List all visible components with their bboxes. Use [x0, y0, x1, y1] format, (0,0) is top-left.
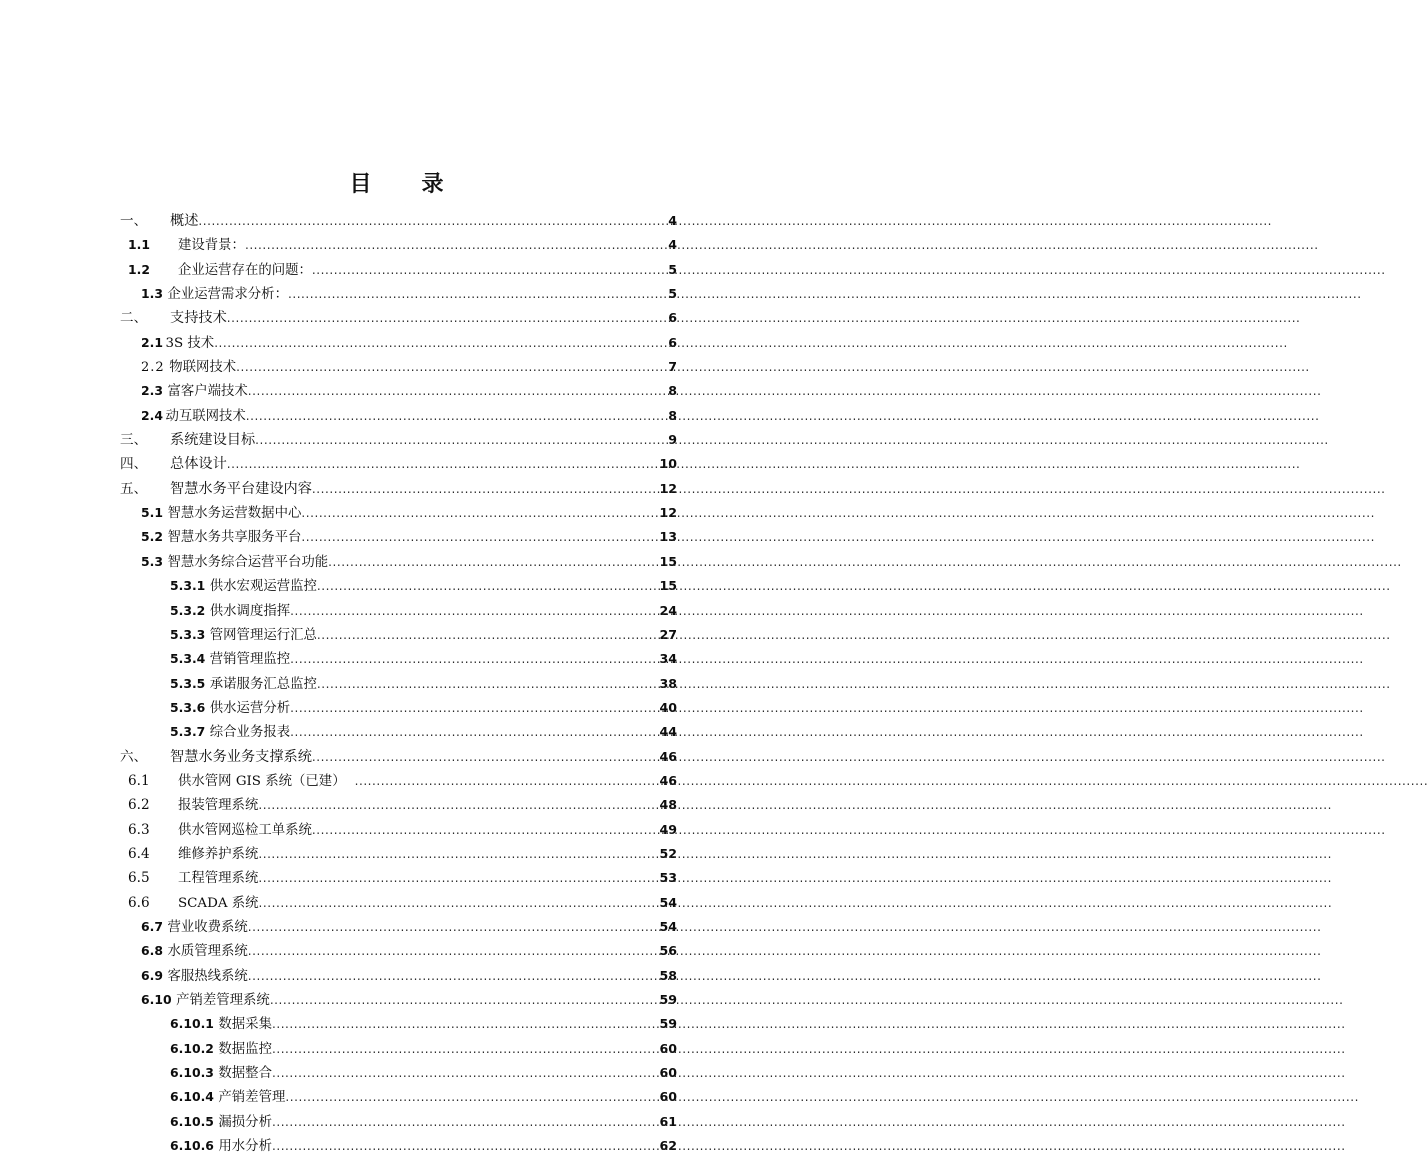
- table-of-contents-list: [0, 209, 793, 1158]
- toc-entry[interactable]: [0, 355, 793, 379]
- toc-entry[interactable]: [0, 1110, 793, 1134]
- toc-entry[interactable]: [0, 988, 793, 1012]
- toc-entry-page-number: 52: [659, 845, 677, 861]
- toc-entry[interactable]: [0, 404, 793, 428]
- toc-entry-head: [170, 672, 317, 697]
- toc-entry-head: [141, 525, 301, 550]
- toc-entry[interactable]: [0, 842, 793, 866]
- toc-entry-page-number: 48: [659, 797, 677, 813]
- toc-entry[interactable]: [0, 331, 793, 355]
- toc-entry-page-number: 7: [668, 359, 677, 375]
- dot-leader: [290, 599, 659, 612]
- toc-entry[interactable]: [0, 428, 793, 452]
- dot-leader: [301, 501, 659, 514]
- toc-entry-title: 系统建设目标: [170, 432, 256, 449]
- toc-entry[interactable]: [0, 258, 793, 282]
- toc-entry-head: [128, 818, 312, 843]
- toc-entry-page-number: 60: [659, 1089, 677, 1105]
- toc-entry-title: 智慧水务业务支撑系统: [170, 748, 312, 765]
- toc-entry-head: [170, 720, 290, 745]
- toc-entry[interactable]: [0, 282, 793, 306]
- toc-entry-page-number: 59: [659, 1016, 677, 1032]
- dot-leader: [248, 379, 661, 392]
- toc-entry-page-number: 60: [659, 1065, 677, 1081]
- dot-leader: [227, 452, 660, 465]
- toc-entry[interactable]: [0, 647, 793, 671]
- toc-entry-page-number: 24: [659, 602, 677, 618]
- dot-leader: [301, 525, 659, 538]
- page-title: 目 录: [349, 171, 458, 197]
- toc-entry-title: 支持技术: [170, 310, 227, 327]
- toc-entry-title: 供水宏观运营监控: [209, 579, 317, 595]
- toc-entry-number: 6.1: [128, 772, 150, 789]
- toc-entry-number: 6.8: [141, 943, 163, 959]
- toc-entry-number: 1.1: [128, 237, 150, 253]
- toc-entry-title: 产销差管理系统: [176, 993, 270, 1008]
- toc-entry-number: 1.2: [128, 261, 150, 277]
- dot-leader: [272, 1012, 660, 1025]
- toc-entry-number: 1.3: [141, 286, 163, 302]
- toc-entry[interactable]: [0, 550, 793, 574]
- toc-entry-title: 企业运营存在的问题：: [178, 262, 312, 278]
- toc-entry-page-number: 49: [659, 821, 677, 837]
- dot-leader: [227, 306, 661, 319]
- toc-entry-number: 6.4: [128, 845, 150, 862]
- toc-entry-head: [141, 501, 301, 526]
- toc-entry-title: 企业运营需求分析：: [167, 287, 288, 303]
- toc-entry-page-number: 12: [659, 505, 677, 521]
- toc-entry-page-number: 38: [659, 675, 677, 691]
- toc-entry-head: [120, 745, 312, 769]
- toc-entry-head: [170, 1012, 272, 1037]
- dot-leader: [198, 209, 661, 222]
- toc-entry-title: 富客户端技术: [167, 384, 248, 400]
- toc-entry-number: 6.10: [141, 992, 172, 1007]
- toc-entry[interactable]: [0, 452, 793, 476]
- toc-entry-head: [128, 842, 258, 867]
- toc-entry-head: [120, 428, 255, 452]
- toc-entry-number: 6.5: [128, 870, 150, 887]
- toc-entry-number: 5.2: [141, 529, 163, 545]
- toc-entry-number: 5.3.6: [170, 699, 206, 715]
- toc-entry-head: [128, 233, 245, 258]
- toc-entry-page-number: 40: [659, 699, 677, 715]
- toc-entry-title: 供水管网巡检工单系统: [178, 822, 312, 838]
- toc-entry[interactable]: [0, 501, 793, 525]
- toc-entry-page-number: 13: [659, 529, 677, 545]
- toc-entry-number: 6.10.3: [170, 1065, 214, 1081]
- toc-entry-number: 5.3.2: [170, 602, 206, 618]
- dot-leader: [246, 404, 661, 417]
- toc-entry-head: [141, 331, 214, 356]
- toc-entry-head: [141, 404, 246, 429]
- toc-entry-title: 建设背景：: [178, 238, 245, 254]
- toc-entry-page-number: 10: [659, 456, 677, 472]
- toc-entry[interactable]: [0, 915, 793, 939]
- toc-entry-head: [141, 282, 288, 307]
- toc-entry-page-number: 6: [668, 334, 677, 350]
- toc-entry-title: 物联网技术: [169, 360, 237, 376]
- dot-leader: [248, 939, 660, 952]
- dot-leader: [317, 574, 660, 587]
- toc-entry-title: 水质管理系统: [167, 944, 248, 960]
- dot-leader: [312, 258, 661, 271]
- toc-entry[interactable]: [0, 574, 793, 598]
- toc-entry-page-number: 12: [659, 480, 677, 496]
- toc-entry-head: [170, 623, 317, 648]
- toc-entry[interactable]: [0, 1061, 793, 1085]
- toc-entry-title: 用水分析: [218, 1139, 272, 1155]
- toc-entry-page-number: 15: [659, 553, 677, 569]
- toc-entry-number: 5.3.7: [170, 724, 206, 740]
- dot-leader: [258, 842, 659, 855]
- dot-leader: [258, 793, 659, 806]
- dot-leader: [248, 915, 660, 928]
- toc-entry-head: [128, 793, 258, 818]
- dot-leader: [255, 428, 661, 441]
- dot-leader: [248, 964, 660, 977]
- toc-entry-head: [170, 647, 290, 672]
- toc-entry-head: [170, 1085, 285, 1110]
- toc-entry-number: 6.10.1: [170, 1016, 214, 1032]
- toc-entry-number: 5.3.1: [170, 578, 206, 594]
- dot-leader: [312, 818, 660, 831]
- toc-entry[interactable]: [0, 379, 793, 403]
- toc-entry-title: 工程管理系统: [178, 871, 259, 887]
- dot-leader: [236, 355, 661, 368]
- dot-leader: [355, 769, 660, 782]
- toc-entry[interactable]: [0, 623, 793, 647]
- toc-entry-head: [120, 452, 227, 476]
- toc-entry-page-number: 54: [659, 918, 677, 934]
- toc-entry-number: 6.10.5: [170, 1113, 214, 1129]
- toc-entry[interactable]: [0, 599, 793, 623]
- toc-entry-title: 智慧水务平台建设内容: [170, 480, 312, 497]
- toc-entry-title: 营业收费系统: [167, 919, 248, 935]
- toc-entry-number: 五、: [120, 480, 148, 497]
- toc-entry-head: [128, 258, 312, 283]
- toc-entry[interactable]: [0, 891, 793, 915]
- toc-entry-title: 综合业务报表: [209, 725, 291, 741]
- toc-entry[interactable]: [0, 1085, 793, 1109]
- dot-leader: [328, 550, 659, 563]
- toc-entry-head: [120, 306, 227, 330]
- dot-leader: [214, 331, 661, 344]
- toc-entry-page-number: 53: [659, 870, 677, 886]
- toc-entry-head: [141, 939, 248, 964]
- dot-leader: [317, 623, 660, 636]
- toc-entry-number: 5.3: [141, 553, 163, 569]
- dot-leader: [272, 1037, 660, 1050]
- toc-entry[interactable]: [0, 964, 793, 988]
- toc-entry-page-number: 60: [659, 1040, 677, 1056]
- toc-entry[interactable]: [0, 793, 793, 817]
- toc-entry-number: 6.7: [141, 918, 163, 934]
- toc-entry-number: 5.3.4: [170, 651, 206, 667]
- toc-entry-page-number: 5: [668, 261, 677, 277]
- toc-entry-page-number: 4: [668, 213, 677, 228]
- toc-entry-title: 维修养护系统: [178, 846, 259, 862]
- toc-entry[interactable]: [0, 1012, 793, 1036]
- toc-entry-title: 承诺服务汇总监控: [209, 676, 317, 692]
- toc-entry-title: 数据整合: [218, 1066, 272, 1082]
- dot-leader: [272, 1110, 660, 1123]
- toc-entry-number: 6.10.2: [170, 1040, 214, 1056]
- dot-leader: [272, 1061, 660, 1074]
- toc-entry[interactable]: [0, 1037, 793, 1061]
- toc-entry-page-number: 46: [659, 772, 677, 788]
- toc-entry-title: 智慧水务共享服务平台: [167, 530, 302, 546]
- toc-entry-number: 二、: [120, 310, 148, 327]
- toc-entry-head: [128, 866, 258, 891]
- toc-entry-number: 6.10.6: [170, 1138, 214, 1154]
- toc-entry[interactable]: [0, 866, 793, 890]
- toc-entry-page-number: 8: [668, 407, 677, 423]
- toc-entry-page-number: 9: [668, 432, 677, 448]
- toc-entry-page-number: 61: [659, 1113, 677, 1129]
- toc-entry-title: 动互联网技术: [165, 408, 246, 424]
- toc-entry-title: 供水管网 GIS 系统（已建）: [178, 773, 346, 789]
- toc-entry-head: [170, 1037, 272, 1062]
- toc-entry[interactable]: [0, 939, 793, 963]
- dot-leader: [288, 282, 661, 295]
- toc-entry-page-number: 34: [659, 651, 677, 667]
- dot-leader: [272, 1134, 660, 1147]
- toc-entry-head: [170, 599, 290, 624]
- toc-entry-title: 3S 技术: [165, 335, 215, 351]
- toc-entry-head: [170, 1110, 272, 1135]
- toc-entry-number: 三、: [120, 432, 148, 449]
- toc-entry-page-number: 15: [659, 578, 677, 594]
- toc-entry-number: 5.3.3: [170, 626, 206, 642]
- dot-leader: [270, 988, 660, 1001]
- toc-entry[interactable]: [0, 672, 793, 696]
- toc-entry-title: 供水调度指挥: [209, 603, 291, 619]
- toc-entry-title: 数据监控: [218, 1041, 272, 1057]
- toc-entry[interactable]: [0, 1134, 793, 1158]
- toc-entry[interactable]: [0, 720, 793, 744]
- toc-entry-head: [170, 1134, 272, 1159]
- toc-entry-number: 六、: [120, 748, 148, 765]
- toc-entry-head: [141, 550, 328, 575]
- dot-leader: [290, 720, 659, 733]
- toc-entry-number: 5.3.5: [170, 675, 206, 691]
- toc-entry-page-number: 62: [659, 1138, 677, 1154]
- toc-entry-number: 2.3: [141, 383, 163, 399]
- dot-leader: [312, 745, 660, 758]
- toc-entry-number: 2.2: [141, 360, 165, 376]
- toc-entry[interactable]: [0, 745, 793, 769]
- toc-entry-title: 产销差管理: [218, 1090, 286, 1106]
- toc-entry-head: [128, 891, 259, 916]
- toc-entry-number: 6.6: [128, 894, 150, 911]
- dot-leader: [259, 891, 660, 904]
- toc-entry-page-number: 58: [659, 967, 677, 983]
- toc-entry-title: 报装管理系统: [178, 798, 259, 814]
- toc-entry-number: 5.1: [141, 505, 163, 521]
- toc-entry-page-number: 6: [668, 310, 677, 326]
- toc-entry-title: 数据采集: [218, 1017, 272, 1033]
- toc-entry-number: 6.2: [128, 797, 150, 814]
- toc-entry[interactable]: [0, 209, 793, 233]
- toc-entry-title: 总体设计: [170, 456, 227, 473]
- toc-entry-head: [128, 769, 355, 794]
- toc-entry-title: 智慧水务综合运营平台功能: [167, 554, 329, 570]
- toc-entry-title: 供水运营分析: [209, 700, 291, 716]
- toc-entry-title: 漏损分析: [218, 1114, 272, 1130]
- toc-entry-page-number: 5: [668, 286, 677, 302]
- dot-leader: [245, 233, 661, 246]
- toc-entry-head: [141, 379, 248, 404]
- toc-entry-number: 6.9: [141, 967, 163, 983]
- toc-entry[interactable]: [0, 696, 793, 720]
- dot-leader: [285, 1085, 659, 1098]
- toc-entry[interactable]: [0, 477, 793, 501]
- dot-leader: [290, 647, 659, 660]
- toc-entry-title: 管网管理运行汇总: [209, 627, 317, 643]
- toc-entry-page-number: 56: [659, 943, 677, 959]
- toc-entry-title: 营销管理监控: [209, 652, 291, 668]
- toc-entry-number: 2.4: [141, 407, 163, 423]
- dot-leader: [290, 696, 659, 709]
- toc-entry-head: [120, 477, 312, 501]
- dot-leader: [317, 672, 660, 685]
- toc-entry-head: [170, 1061, 272, 1086]
- toc-entry-title: 智慧水务运营数据中心: [167, 506, 302, 522]
- toc-entry-page-number: 46: [659, 748, 677, 764]
- toc-entry-head: [141, 988, 270, 1013]
- toc-entry[interactable]: [0, 525, 793, 549]
- toc-entry-number: 6.10.4: [170, 1089, 214, 1105]
- toc-entry-page-number: 8: [668, 383, 677, 399]
- toc-entry[interactable]: [0, 818, 793, 842]
- toc-entry-head: [170, 574, 317, 599]
- toc-entry-head: [170, 696, 290, 721]
- dot-leader: [258, 866, 659, 879]
- toc-entry[interactable]: [0, 769, 793, 793]
- toc-entry-number: 一、: [120, 213, 148, 229]
- toc-entry[interactable]: [0, 233, 793, 257]
- toc-entry-head: [141, 356, 236, 380]
- toc-entry-page-number: 27: [659, 626, 677, 642]
- toc-entry-page-number: 54: [659, 894, 677, 910]
- toc-entry-title: 客服热线系统: [167, 968, 248, 984]
- toc-entry-number: 四、: [120, 456, 148, 473]
- toc-entry-number: 2.1: [141, 334, 163, 350]
- toc-entry-page-number: 4: [668, 237, 677, 253]
- toc-entry-head: [141, 915, 248, 940]
- dot-leader: [312, 477, 660, 490]
- toc-entry-title: 概述: [170, 213, 199, 229]
- toc-entry-title: SCADA 系统: [178, 895, 259, 911]
- toc-entry-page-number: 44: [659, 724, 677, 740]
- toc-entry-head: [120, 209, 198, 233]
- toc-entry-page-number: 59: [659, 992, 677, 1007]
- toc-entry[interactable]: [0, 306, 793, 330]
- toc-entry-head: [141, 964, 248, 989]
- toc-entry-number: 6.3: [128, 821, 150, 838]
